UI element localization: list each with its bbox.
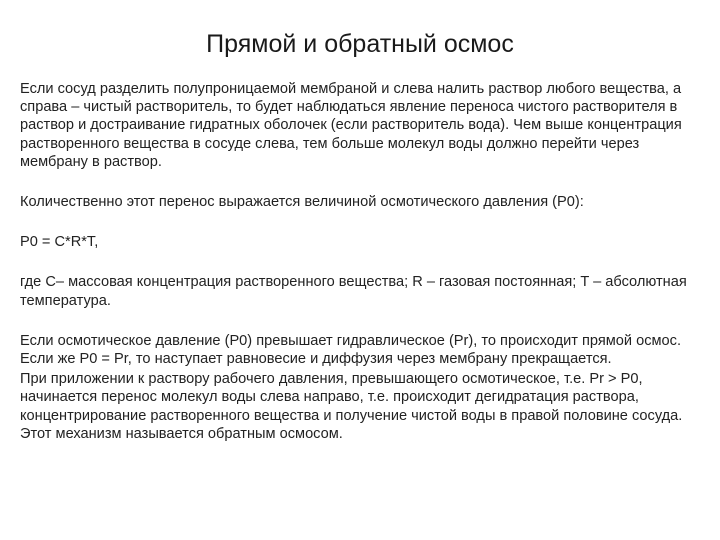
slide-title: Прямой и обратный осмос bbox=[206, 30, 514, 58]
paragraph-osmosis-intro: Если сосуд разделить полупроницаемой мембраной и слева налить раствор любого вещества, а справа – чистый растворитель, то будет наблюдаться явление переноса чистого растворителя в раствор и достраивание гидратных оболочек (если растворитель вода). Чем выше концентрация растворенного вещества в сосуде слева, тем больше молекул воды должно перейти через мембрану в раствор. bbox=[20, 81, 682, 170]
paragraph-reverse-osmosis: При приложении к раствору рабочего давления, превышающего осмотическое, т.е. Pr > P0, начинается перенос молекул воды слева направо, т.е. происходит дегидратация раствора, концентрирование растворенного вещества и получение чистой воды в правой половине сосуда. Этот механизм называется обратным осмосом. bbox=[20, 371, 683, 442]
slide-body bbox=[20, 80, 700, 443]
formula-osmotic-pressure: P0 = C*R*T, bbox=[20, 234, 99, 251]
paragraph-osmotic-pressure: Количественно этот перенос выражается величиной осмотического давления (P0): bbox=[20, 194, 584, 211]
paragraph-formula-legend: где С– массовая концентрация растворенного вещества; R – газовая постоянная; T – абсолютная температура. bbox=[20, 274, 687, 309]
paragraph-direct-osmosis: Если осмотическое давление (P0) превышает гидравлическое (Pr), то происходит прямой осмос. Если же P0 = Pr, то наступает равновесие и диффузия через мембрану прекращается. bbox=[20, 332, 682, 368]
